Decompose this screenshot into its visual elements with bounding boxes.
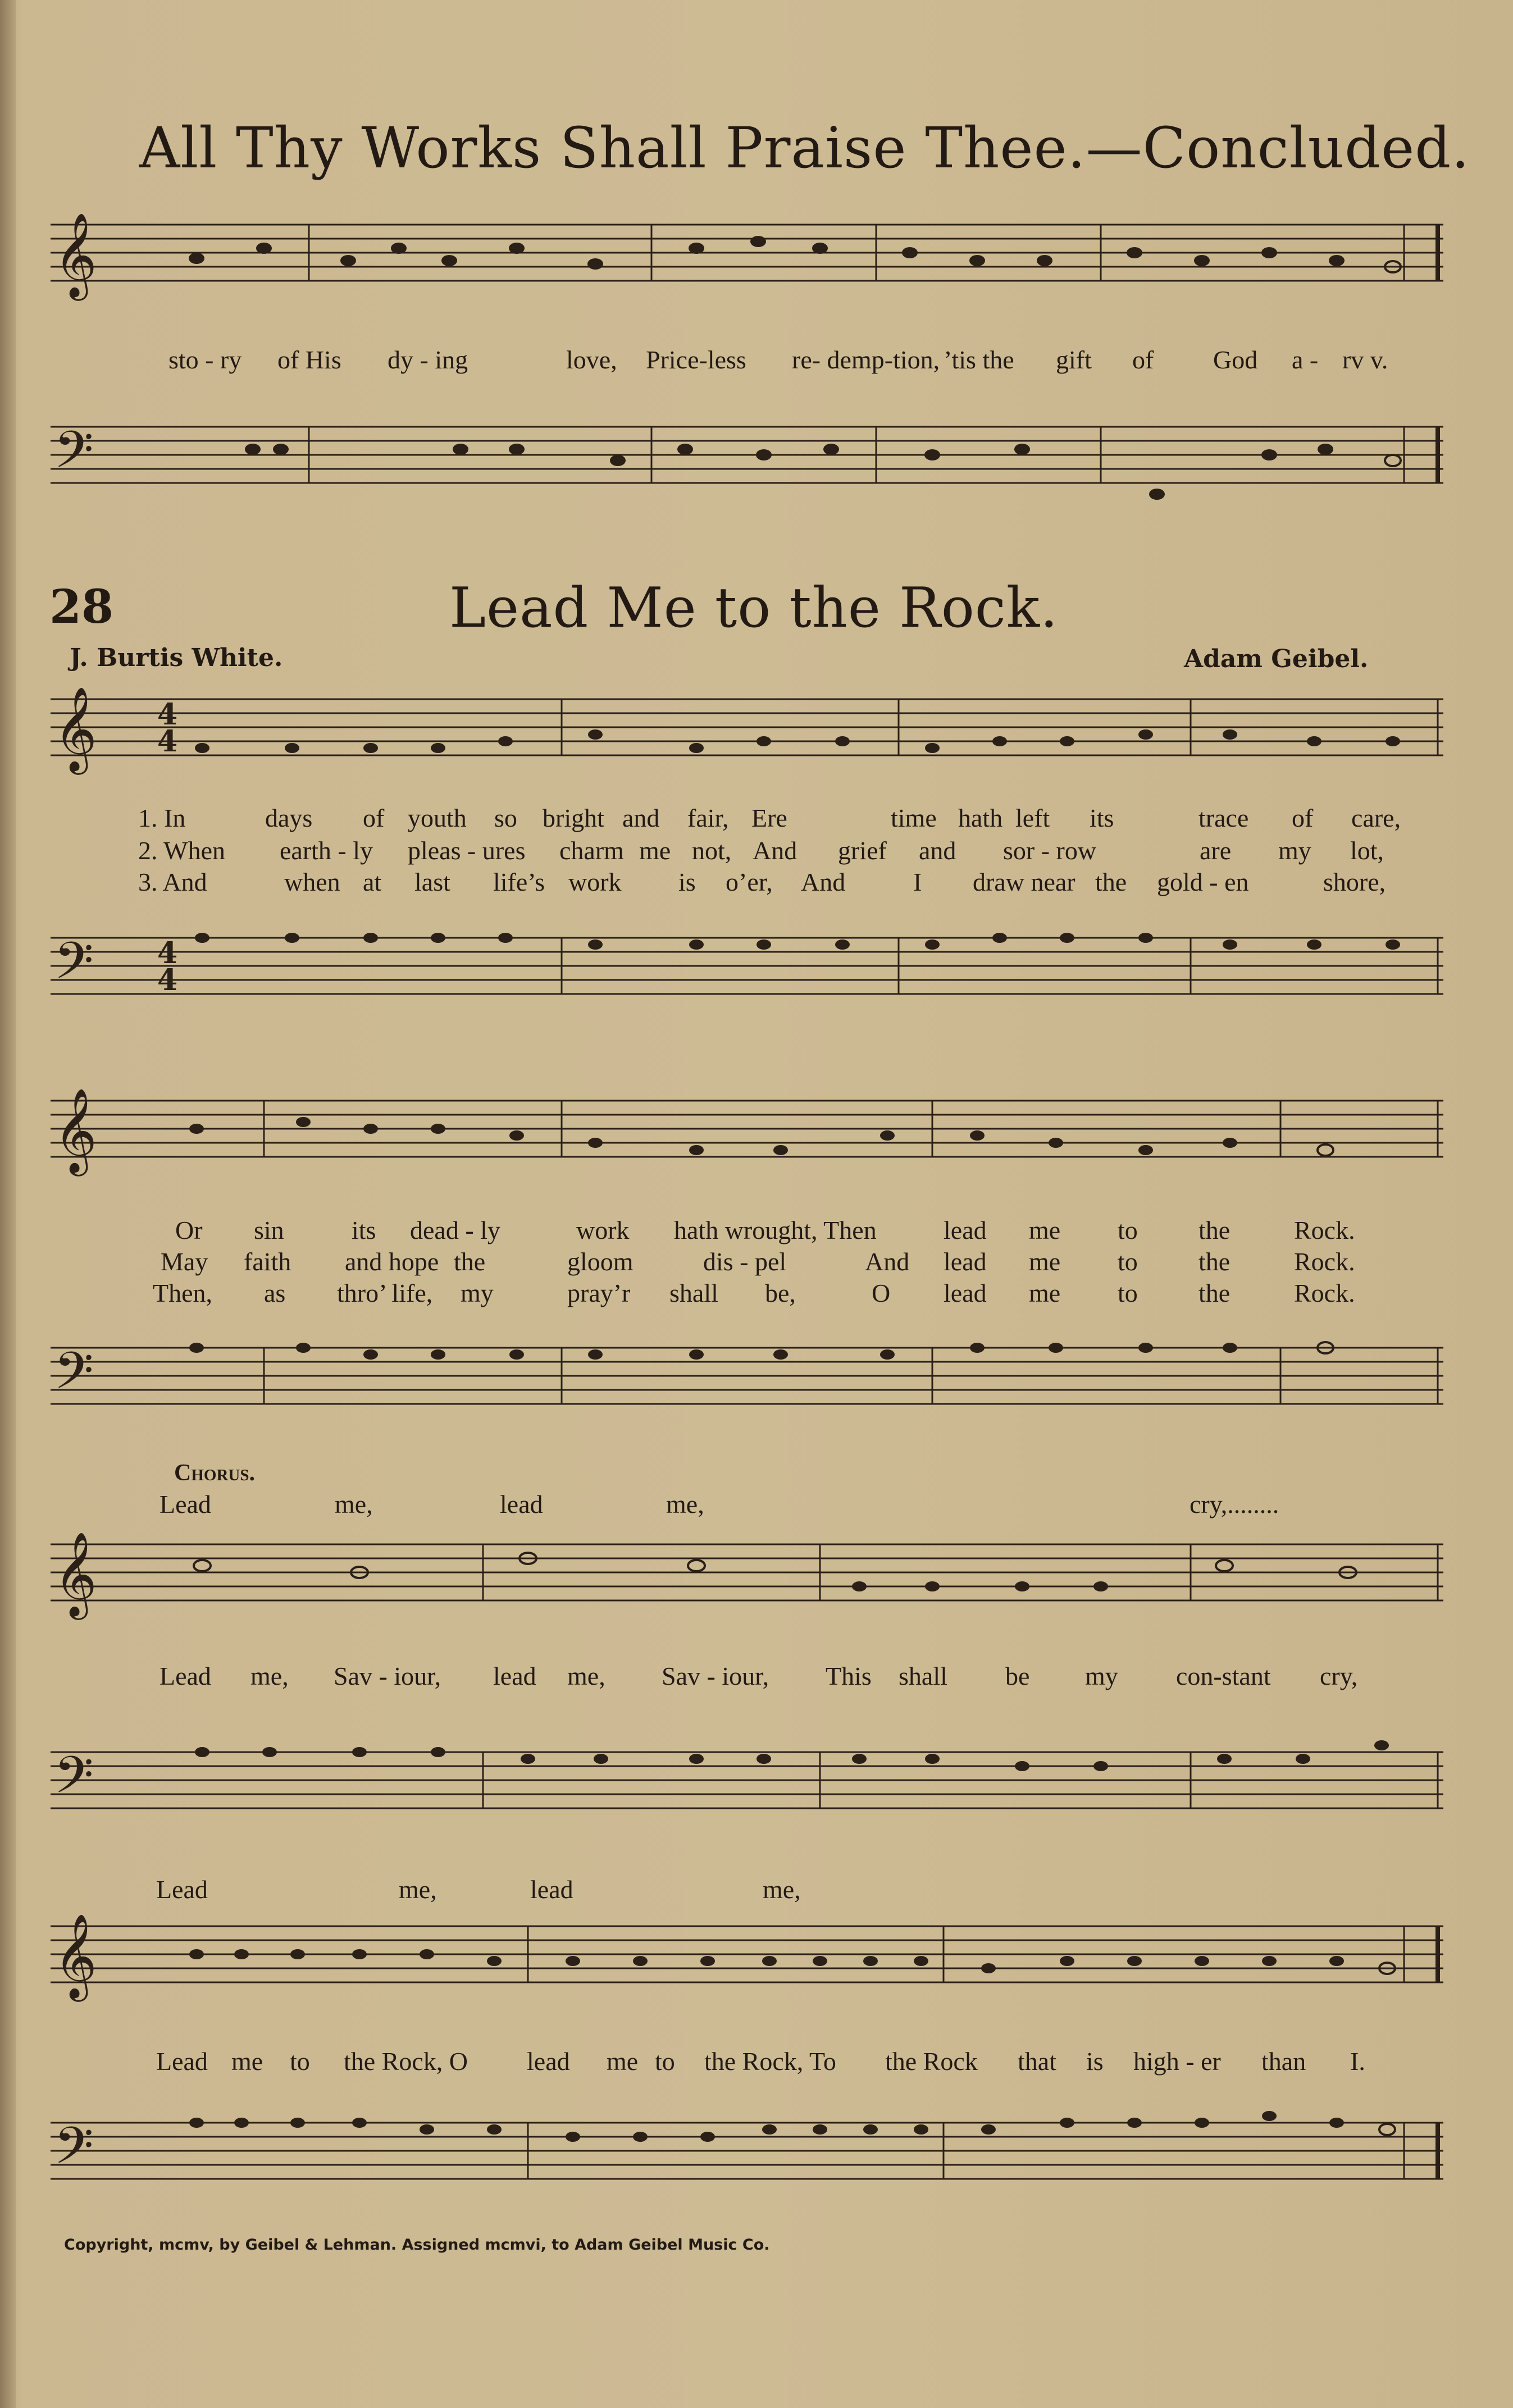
lyric: the	[1198, 1247, 1231, 1276]
lyric: lead	[500, 1490, 543, 1518]
lyric: lot,	[1350, 836, 1384, 865]
lyric: lead	[944, 1279, 987, 1307]
lyric: and hope	[345, 1247, 439, 1276]
lyric: the	[1198, 1279, 1231, 1307]
copyright-notice: Copyright, mcmv, by Geibel & Lehman. Assigned mcmvi, to Adam Geibel Music Co.	[64, 2236, 770, 2254]
chorus1-bass-staff	[34, 1707, 1471, 1842]
lyric: con-stant	[1176, 1662, 1271, 1690]
book-spine	[0, 0, 16, 2408]
concluded-title: All Thy Works Shall Praise Thee.—Concluded.	[139, 115, 1470, 181]
lyric: Lead	[156, 1875, 208, 1904]
lyric: ’tis the	[944, 345, 1014, 374]
lyric: I.	[1350, 2047, 1365, 2076]
lyric: lead	[527, 2047, 570, 2076]
lyric: not,	[692, 836, 732, 865]
lyric: 3. And	[138, 868, 207, 896]
lyric: o’er,	[726, 868, 773, 896]
lyric: me,	[763, 1875, 801, 1904]
lyric: dy - ing	[388, 345, 468, 374]
lyric: re- demp-tion,	[792, 345, 940, 374]
lyric: of	[1292, 804, 1314, 832]
lyric: to	[1118, 1279, 1138, 1307]
lyric: lead	[944, 1216, 987, 1244]
lyric: me,	[399, 1875, 437, 1904]
lyric: time	[891, 804, 937, 832]
lyric: me	[639, 836, 671, 865]
lyric: Lead	[156, 2047, 208, 2076]
lyric: lead	[944, 1247, 987, 1276]
lyric: trace	[1198, 804, 1249, 832]
lyric: draw near	[973, 868, 1075, 896]
lyric: fair,	[687, 804, 729, 832]
hymn-author: J. Burtis White.	[70, 644, 283, 672]
lyric: my	[1085, 1662, 1118, 1690]
lyric: the Rock, O	[344, 2047, 468, 2076]
svg-text:𝄢: 𝄢	[54, 1341, 94, 1413]
lyric: me,	[335, 1490, 373, 1518]
lyric: 2. When	[138, 836, 226, 865]
lyric: hath wrought, Then	[674, 1216, 877, 1244]
lyric: rv v.	[1342, 345, 1388, 374]
lyric: that	[1018, 2047, 1056, 2076]
lyric: when	[284, 868, 340, 896]
lyric: life’s	[493, 868, 545, 896]
lyric: at	[363, 868, 382, 896]
lyric: gold - en	[1157, 868, 1249, 896]
concluded-bass-staff	[34, 393, 1471, 517]
lyric: Rock.	[1294, 1279, 1355, 1307]
verse1-bass-staff	[34, 910, 1471, 1056]
svg-text:𝄞: 𝄞	[54, 1087, 97, 1173]
lyric: grief	[838, 836, 887, 865]
lyric: left	[1015, 804, 1050, 832]
lyric: me,	[250, 1662, 289, 1690]
lyric: than	[1261, 2047, 1306, 2076]
lyric: and	[919, 836, 956, 865]
lyric: shore,	[1323, 868, 1386, 896]
lyric: its	[352, 1216, 376, 1244]
lyric: work	[568, 868, 622, 896]
lyric: This	[826, 1662, 872, 1690]
lyric: gift	[1056, 345, 1092, 374]
lyric: me	[1029, 1247, 1061, 1276]
lyric: And	[865, 1247, 910, 1276]
lyric: bright	[543, 804, 604, 832]
lyric: I	[913, 868, 922, 896]
lyric: cry,	[1320, 1662, 1358, 1690]
hymn-composer: Adam Geibel.	[1184, 645, 1369, 673]
svg-text:𝄢: 𝄢	[54, 1745, 94, 1817]
lyric: gloom	[567, 1247, 634, 1276]
lyric: sor - row	[1003, 836, 1097, 865]
verse2-treble-staff	[34, 1084, 1471, 1196]
concluded-treble-staff	[34, 213, 1471, 337]
lyric: and	[622, 804, 660, 832]
lyric: be,	[765, 1279, 796, 1307]
lyric: last	[414, 868, 450, 896]
lyric: And	[753, 836, 797, 865]
lyric: me	[231, 2047, 263, 2076]
lyric: my	[1278, 836, 1311, 865]
lyric: high - er	[1133, 2047, 1221, 2076]
lyric: pray’r	[567, 1279, 631, 1307]
svg-text:4: 4	[157, 697, 178, 732]
lyric: May	[161, 1247, 208, 1276]
lyric: youth	[408, 804, 467, 832]
lyric: work	[576, 1216, 630, 1244]
lyric: lead	[493, 1662, 536, 1690]
lyric: the Rock	[885, 2047, 978, 2076]
lyric: dis - pel	[703, 1247, 787, 1276]
lyric: pleas - ures	[408, 836, 526, 865]
lyric: God	[1213, 345, 1258, 374]
lyric: is	[678, 868, 696, 896]
lyric: the Rock, To	[704, 2047, 836, 2076]
lyric: And	[801, 868, 846, 896]
lyric: me	[1029, 1216, 1061, 1244]
lyric: are	[1200, 836, 1232, 865]
lyric: to	[655, 2047, 675, 2076]
lyric: Then,	[153, 1279, 213, 1307]
lyric: O	[872, 1279, 891, 1307]
lyric: love,	[566, 345, 617, 374]
svg-text:4: 4	[157, 724, 178, 759]
lyric: to	[1118, 1216, 1138, 1244]
svg-text:𝄞: 𝄞	[54, 686, 97, 771]
svg-text:𝄢: 𝄢	[54, 2116, 94, 2188]
lyric: me,	[567, 1662, 605, 1690]
lyric: care,	[1351, 804, 1401, 832]
lyric: Price-less	[646, 345, 746, 374]
lyric: 1. In	[138, 804, 186, 832]
hymn-number: 28	[49, 580, 114, 634]
lyric: my	[461, 1279, 494, 1307]
lyric: shall	[899, 1662, 947, 1690]
svg-text:𝄞: 𝄞	[54, 1531, 97, 1616]
lyric: a -	[1292, 345, 1319, 374]
lyric: the	[454, 1247, 486, 1276]
lyric: be	[1005, 1662, 1030, 1690]
verse2-bass-staff	[34, 1308, 1471, 1454]
lyric: the	[1095, 868, 1127, 896]
lyric: hath	[958, 804, 1003, 832]
chorus1-treble-staff	[34, 1527, 1471, 1640]
lyric: sto - ry	[168, 345, 242, 374]
svg-text:4: 4	[157, 936, 178, 970]
svg-text:𝄢: 𝄢	[54, 931, 94, 1003]
lyric: to	[1118, 1247, 1138, 1276]
lyric: me	[607, 2047, 639, 2076]
lyric: Rock.	[1294, 1216, 1355, 1244]
lyric: faith	[244, 1247, 291, 1276]
lyric: lead	[530, 1875, 573, 1904]
svg-text:𝄞: 𝄞	[54, 213, 97, 297]
lyric: Lead	[159, 1662, 211, 1690]
lyric: its	[1090, 804, 1114, 832]
lyric: is	[1086, 2047, 1104, 2076]
lyric: Sav - iour,	[662, 1662, 769, 1690]
lyric: thro’ life,	[337, 1279, 433, 1307]
chorus2-treble-staff	[34, 1909, 1471, 2022]
lyric: me,	[666, 1490, 704, 1518]
lyric: of	[1132, 345, 1154, 374]
lyric: to	[290, 2047, 310, 2076]
lyric: Rock.	[1294, 1247, 1355, 1276]
chorus2-bass-staff	[34, 2078, 1471, 2224]
lyric: earth - ly	[280, 836, 373, 865]
lyric: dead - ly	[410, 1216, 500, 1244]
lyric: shall	[669, 1279, 718, 1307]
lyric: days	[265, 804, 313, 832]
lyric: charm	[559, 836, 624, 865]
svg-text:𝄢: 𝄢	[54, 420, 94, 492]
lyric: cry,........	[1190, 1490, 1279, 1518]
hymn-title: Lead Me to the Rock.	[449, 576, 1059, 640]
lyric: the	[1198, 1216, 1231, 1244]
svg-text:𝄞: 𝄞	[54, 1913, 97, 1998]
lyric: me	[1029, 1279, 1061, 1307]
chorus-label: Chorus.	[174, 1460, 255, 1486]
lyric: Sav - iour,	[334, 1662, 441, 1690]
lyric: as	[264, 1279, 286, 1307]
lyric: Or	[175, 1216, 203, 1244]
lyric: of	[363, 804, 385, 832]
lyric: Lead	[159, 1490, 211, 1518]
verse1-treble-staff	[34, 685, 1471, 797]
lyric: sin	[254, 1216, 284, 1244]
lyric: Ere	[751, 804, 787, 832]
svg-text:4: 4	[157, 963, 178, 997]
lyric: so	[494, 804, 517, 832]
lyric: of His	[277, 345, 341, 374]
